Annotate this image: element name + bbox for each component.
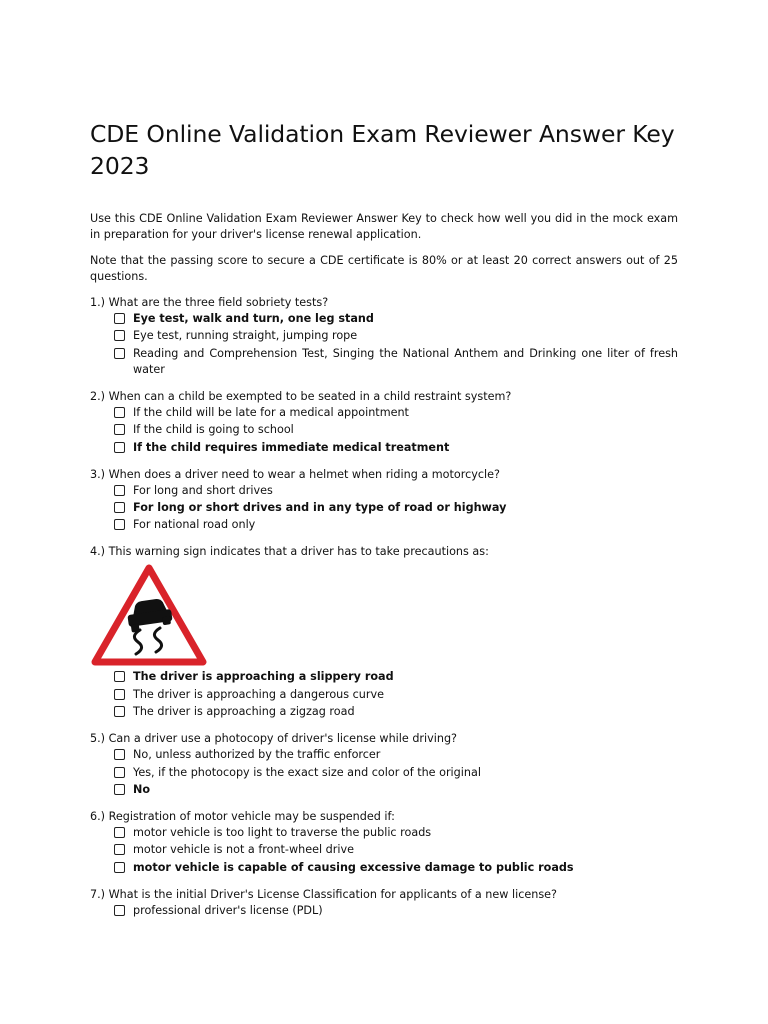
question-text: 4.) This warning sign indicates that a driver has to take precautions as: xyxy=(90,545,489,559)
question-1 xyxy=(90,295,678,378)
question-text: 3.) When does a driver need to wear a helmet when riding a motorcycle? xyxy=(90,467,500,481)
question-3 xyxy=(90,467,678,534)
checkbox[interactable] xyxy=(114,442,125,453)
correct-answer-option xyxy=(90,311,678,327)
page-title: CDE Online Validation Exam Reviewer Answer Key 2023 xyxy=(90,120,675,180)
answer-option xyxy=(90,747,678,763)
answer-label: If the child will be late for a medical appointment xyxy=(133,405,409,419)
checkbox[interactable] xyxy=(114,502,125,513)
checkbox[interactable] xyxy=(114,827,125,838)
answer-options xyxy=(90,483,678,534)
checkbox[interactable] xyxy=(114,784,125,795)
correct-answer-option xyxy=(90,500,678,516)
answer-label: motor vehicle is too light to traverse the public roads xyxy=(133,825,432,839)
question-2 xyxy=(90,389,678,456)
answer-label: motor vehicle is not a front-wheel drive xyxy=(133,843,354,857)
checkbox[interactable] xyxy=(114,689,125,700)
answer-label: Reading and Comprehension Test, Singing the National Anthem and Drinking one liter of fresh water xyxy=(133,346,678,376)
answer-label: No, unless authorized by the traffic enforcer xyxy=(133,748,381,762)
checkbox[interactable] xyxy=(114,313,125,324)
checkbox[interactable] xyxy=(114,844,125,855)
answer-label: The driver is approaching a dangerous curve xyxy=(133,687,384,701)
checkbox[interactable] xyxy=(114,330,125,341)
document-page xyxy=(90,118,678,920)
checkbox[interactable] xyxy=(114,862,125,873)
correct-answer-option xyxy=(90,669,678,685)
answer-option xyxy=(90,405,678,421)
question-text: 2.) When can a child be exempted to be seated in a child restraint system? xyxy=(90,389,512,403)
checkbox[interactable] xyxy=(114,485,125,496)
answer-options xyxy=(90,747,678,798)
answer-label: professional driver's license (PDL) xyxy=(133,903,323,917)
question-6 xyxy=(90,809,678,876)
answer-option xyxy=(90,483,678,499)
answer-label: The driver is approaching a slippery road xyxy=(133,670,394,684)
answer-option xyxy=(90,825,678,841)
question-text: 7.) What is the initial Driver's License Classification for applicants of a new license? xyxy=(90,887,557,901)
answer-options xyxy=(90,405,678,456)
answer-label: If the child is going to school xyxy=(133,423,294,437)
correct-answer-option xyxy=(90,440,678,456)
answer-options xyxy=(90,825,678,876)
slippery-road-sign-icon xyxy=(90,564,208,668)
correct-answer-option xyxy=(90,860,678,876)
question-text: 1.) What are the three field sobriety tests? xyxy=(90,296,329,309)
answer-options xyxy=(90,311,678,378)
checkbox[interactable] xyxy=(114,706,125,717)
answer-option xyxy=(90,422,678,438)
question-text: 5.) Can a driver use a photocopy of driver's license while driving? xyxy=(90,732,457,746)
checkbox[interactable] xyxy=(114,671,125,682)
checkbox[interactable] xyxy=(114,424,125,435)
correct-answer-option xyxy=(90,782,678,798)
answer-option xyxy=(90,842,678,858)
checkbox[interactable] xyxy=(114,749,125,760)
checkbox[interactable] xyxy=(114,407,125,418)
checkbox[interactable] xyxy=(114,905,125,916)
answer-option xyxy=(90,903,678,919)
answer-options xyxy=(90,669,678,720)
answer-label: The driver is approaching a zigzag road xyxy=(133,705,355,719)
question-4 xyxy=(90,544,678,720)
passing-score-paragraph: Note that the passing score to secure a CDE certificate is 80% or at least 20 correct answers out of 25 questions. xyxy=(90,254,678,283)
checkbox[interactable] xyxy=(114,348,125,359)
checkbox[interactable] xyxy=(114,519,125,530)
answer-label: For long or short drives and in any type of road or highway xyxy=(133,500,507,514)
question-list xyxy=(90,295,678,919)
answer-label: Yes, if the photocopy is the exact size and color of the original xyxy=(133,765,481,779)
answer-label: For long and short drives xyxy=(133,483,273,497)
intro-paragraph: Use this CDE Online Validation Exam Reviewer Answer Key to check how well you did in the mock exam in preparation for your driver's license renewal application. xyxy=(90,212,678,241)
answer-option xyxy=(90,687,678,703)
answer-label: For national road only xyxy=(133,518,256,532)
answer-option xyxy=(90,328,678,344)
answer-option xyxy=(90,517,678,533)
answer-option xyxy=(90,704,678,720)
question-text: 6.) Registration of motor vehicle may be suspended if: xyxy=(90,809,395,823)
answer-option xyxy=(90,765,678,781)
answer-label: motor vehicle is capable of causing excessive damage to public roads xyxy=(133,860,574,874)
question-7 xyxy=(90,887,678,919)
answer-option xyxy=(90,346,678,378)
checkbox[interactable] xyxy=(114,767,125,778)
answer-label: Eye test, walk and turn, one leg stand xyxy=(133,312,374,325)
answer-label: No xyxy=(133,782,151,796)
answer-label: If the child requires immediate medical treatment xyxy=(133,440,450,454)
answer-options xyxy=(90,903,678,919)
question-5 xyxy=(90,731,678,798)
answer-label: Eye test, running straight, jumping rope xyxy=(133,329,358,343)
